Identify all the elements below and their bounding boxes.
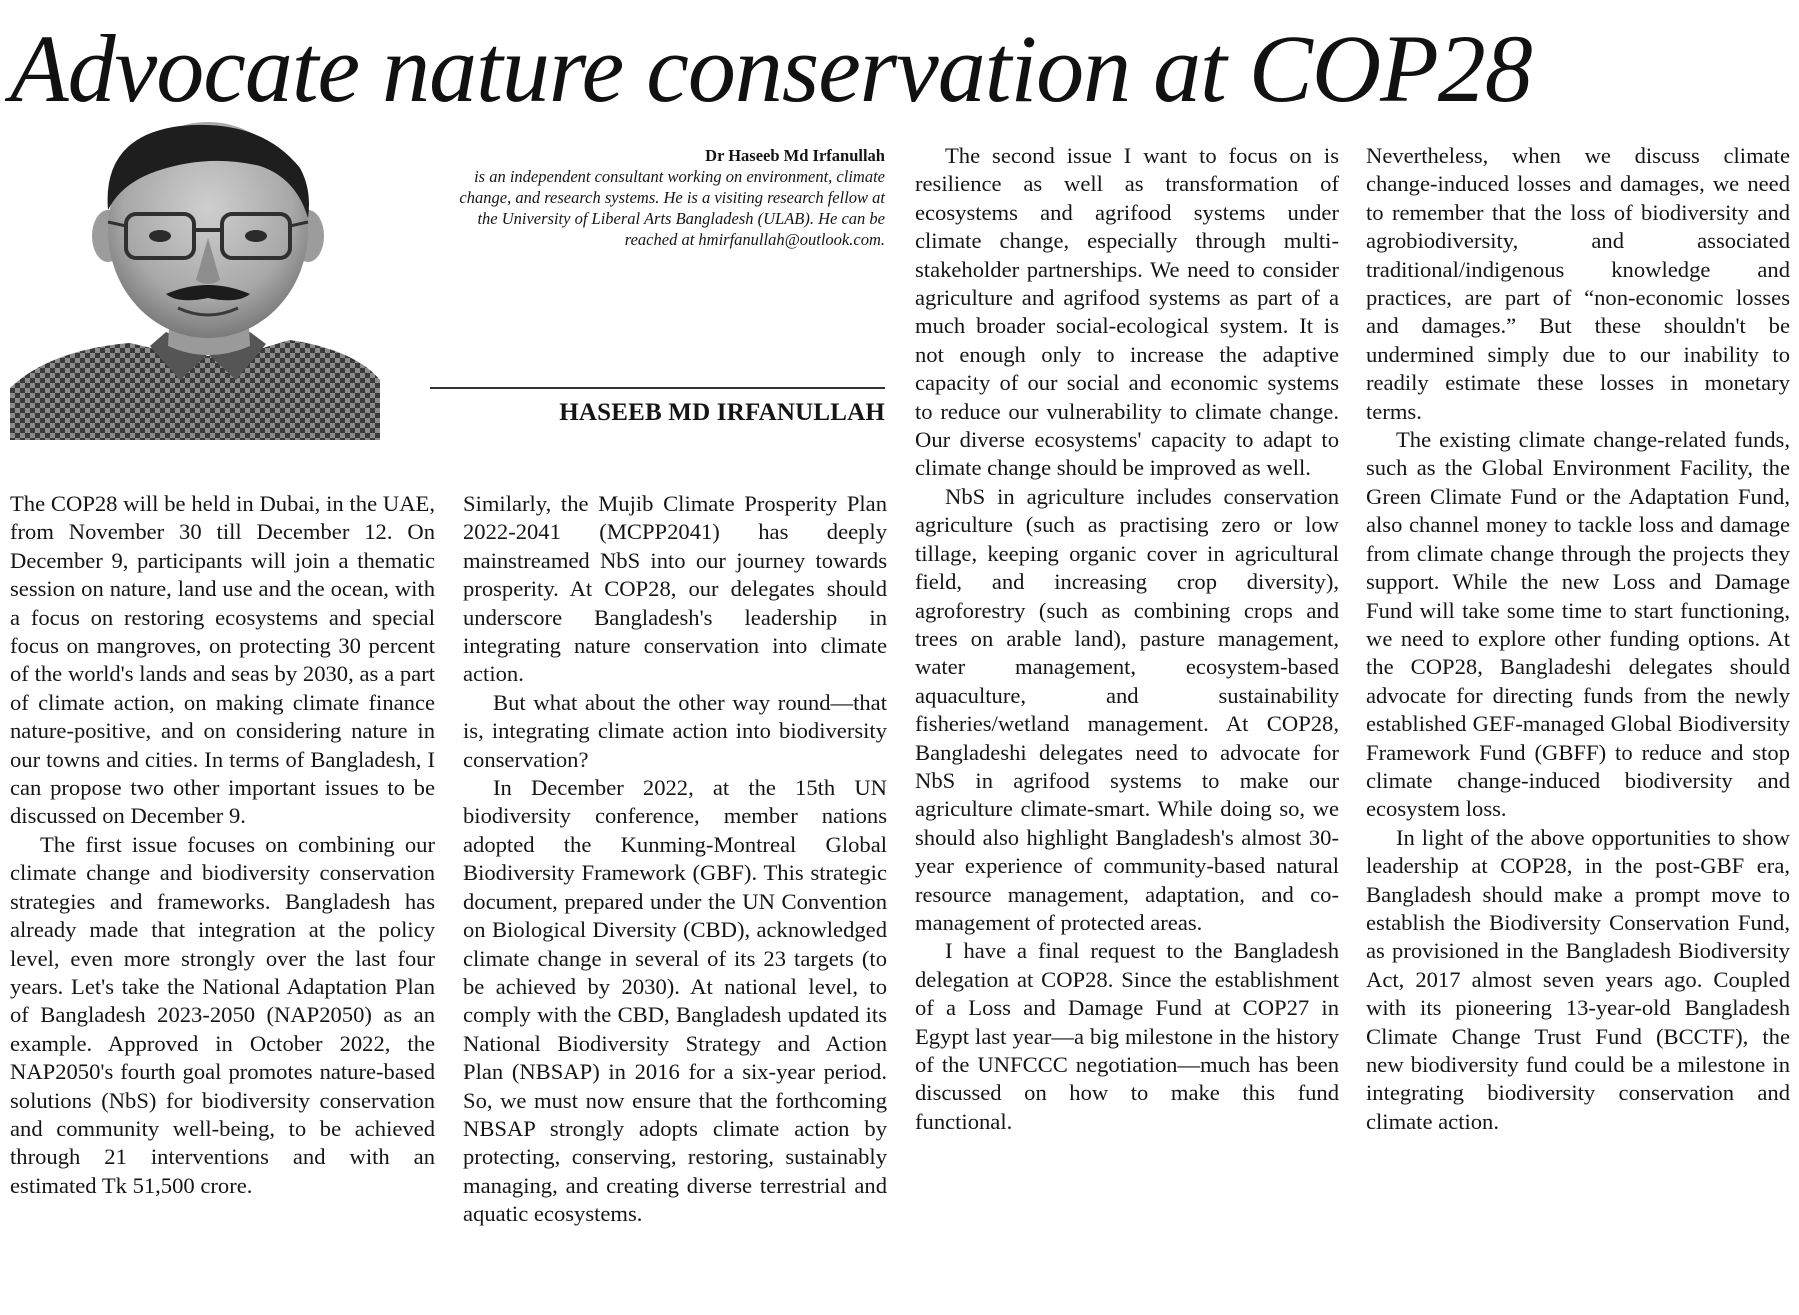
- paragraph: But what about the other way round—that is, integrating climate action into biodiversity conservation?: [463, 689, 887, 772]
- paragraph: NbS in agriculture includes conservation agriculture (such as practising zero or low tillage, keeping organic cover in agricultural field, and increasing crop diversity), agroforestry (such as combining crops and trees on arable land), pasture management, water management, ecosystem-based aquaculture, and sustainability fisheries/wetland management. At COP28, Bangladeshi delegates need to advocate for NbS in agrifood systems to make our agriculture climate-smart. While doing so, we should also highlight Bangladesh's almost 30-year experience of community-based natural resource management, adaptation, and co-management of protected areas.: [915, 483, 1339, 935]
- paragraph: The COP28 will be held in Dubai, in the UAE, from November 30 till December 12. On December 9, participants will join a thematic session on nature, land use and the ocean, with a focus on restoring ecosystems and special focus on mangroves, on protecting 30 percent of the world's lands and seas by 2030, as a part of climate action, on making climate finance nature-positive, and on considering nature in our towns and cities. In terms of Bangladesh, I can propose two other important issues to be discussed on December 9.: [10, 491, 435, 829]
- byline-divider: [430, 387, 885, 389]
- byline: HASEEB MD IRFANULLAH: [559, 399, 885, 426]
- paragraph: In light of the above opportunities to show leadership at COP28, in the post-GBF era, Bangladesh should make a prompt move to establish the Biodiversity Conservation Fund, as provisioned in the Bangladesh Biodiversity Act, 2017 almost seven years ago. Coupled with its pioneering 13-year-old Bangladesh Climate Change Trust Fund (BCCTF), the new biodiversity fund could be a milestone in integrating biodiversity conservation and climate action.: [1366, 824, 1790, 1134]
- author-photo: [10, 118, 380, 440]
- headline: Advocate nature conservation at COP28: [10, 15, 1532, 122]
- paragraph: The second issue I want to focus on is resilience as well as transformation of ecosystems and agrifood systems under climate change, especially through multi-stakeholder partnerships. We need to consider agriculture and agrifood systems as part of a much broader social-ecological system. It is not enough only to increase the adaptive capacity of our social and economic systems to reduce our vulnerability to climate change. Our diverse ecosystems' capacity to adapt to climate change should be improved as well.: [915, 143, 1339, 481]
- paragraph: Nevertheless, when we discuss climate change-induced losses and damages, we need to remember that the loss of biodiversity and agrobiodiversity, and associated traditional/indigenous knowledge and practices, are part of “non-economic losses and damages.” But these shouldn't be undermined simply due to our inability to readily estimate these losses in monetary terms.: [1366, 143, 1790, 424]
- article-column-2: [463, 490, 887, 1312]
- paragraph: Similarly, the Mujib Climate Prosperity Plan 2022-2041 (MCPP2041) has deeply mainstreamed NbS into our journey towards prosperity. At COP28, our delegates should underscore Bangladesh's leadership in integrating nature conservation into climate action.: [463, 491, 887, 687]
- paragraph: I have a final request to the Bangladesh delegation at COP28. Since the establishment of a Loss and Damage Fund at COP27 in Egypt last year—a big milestone in the history of the UNFCCC negotiation—much has been discussed on how to make this fund functional.: [915, 938, 1339, 1134]
- paragraph: The first issue focuses on combining our climate change and biodiversity conservation strategies and frameworks. Bangladesh has already made that integration at the policy level, even more strongly over the last four years. Let's take the National Adaptation Plan of Bangladesh 2023-2050 (NAP2050) as an example. Approved in October 2022, the NAP2050's fourth goal promotes nature-based solutions (NbS) for biodiversity conservation and community well-being, to be achieved through 21 interventions and with an estimated Tk 51,500 crore.: [10, 831, 435, 1198]
- article-column-3: [915, 142, 1339, 1312]
- article-column-1: [10, 490, 435, 1312]
- paragraph: In December 2022, at the 15th UN biodiversity conference, member nations adopted the Kunming-Montreal Global Biodiversity Framework (GBF). This strategic document, prepared under the UN Convention on Biological Diversity (CBD), acknowledged climate change in several of its 23 targets (to be achieved by 2030). At national level, to comply with the CBD, Bangladesh updated its National Biodiversity Strategy and Action Plan (NBSAP) in 2016 for a six-year period. So, we must now ensure that the forthcoming NBSAP strongly adopts climate action by protecting, conserving, restoring, sustainably managing, and creating diverse terrestrial and aquatic ecosystems.: [463, 775, 887, 1227]
- author-bio-name: Dr Haseeb Md Irfanullah: [705, 146, 885, 165]
- paragraph: The existing climate change-related funds, such as the Global Environment Facility, the Green Climate Fund or the Adaptation Fund, also channel money to tackle loss and damage from climate change through the projects they support. While the new Loss and Damage Fund will take some time to start functioning, we need to explore other funding options. At the COP28, Bangladeshi delegates should advocate for directing funds from the newly established GEF-managed Global Biodiversity Framework Fund (GBFF) to reduce and stop climate change-induced biodiversity and ecosystem loss.: [1366, 427, 1790, 822]
- article-column-4: [1366, 142, 1790, 1312]
- author-bio-description: is an independent consultant working on environment, climate change, and research systems. He is a visiting research fellow at the University of Liberal Arts Bangladesh (ULAB). He can be reached at hmirfanullah@outlook.com.: [459, 167, 885, 249]
- author-bio: [455, 145, 885, 250]
